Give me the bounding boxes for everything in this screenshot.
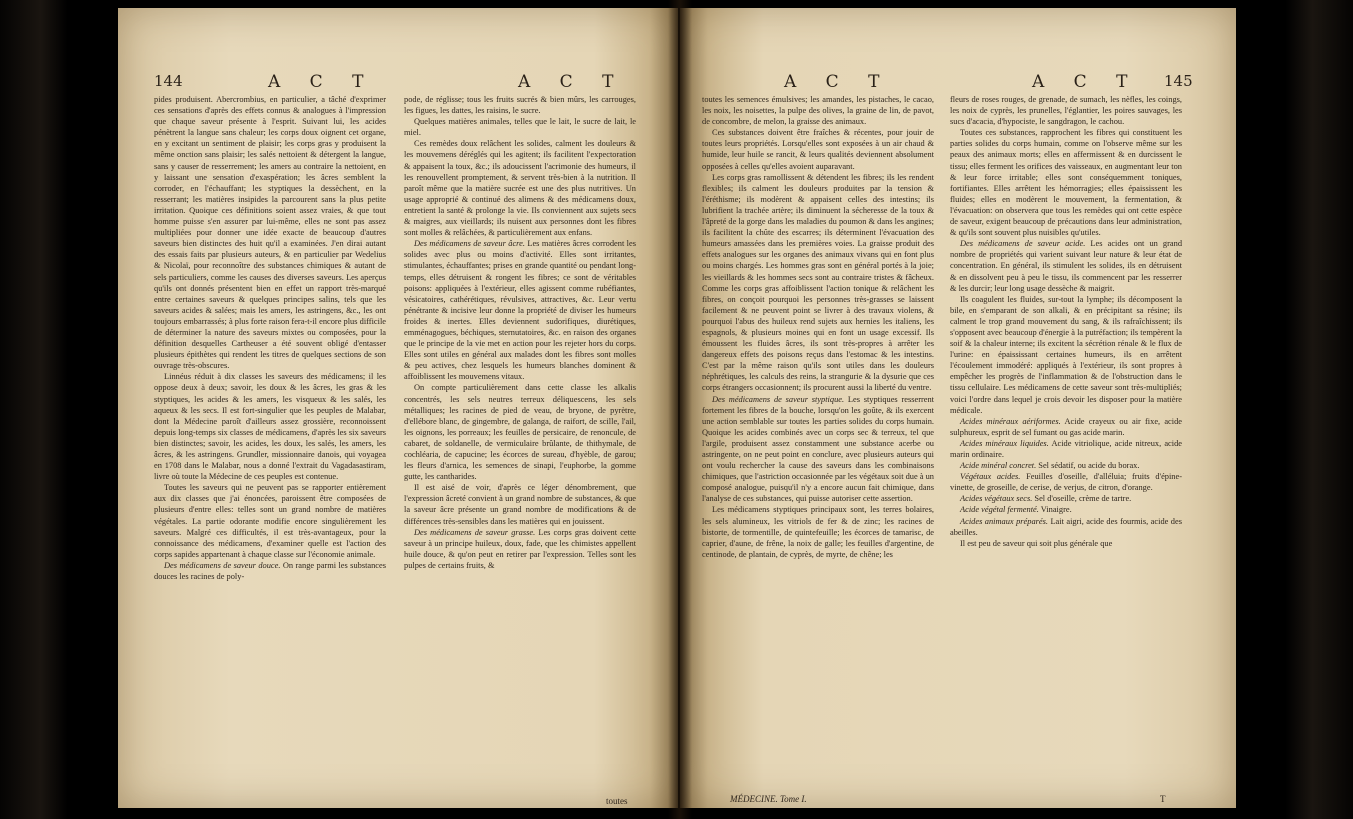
list-text: Acide vitriolique, acide nitreux, acide marin ordinaire. <box>950 438 1182 459</box>
section-heading: Des médicamens de saveur âcre. <box>414 239 525 249</box>
paragraph <box>404 238 636 382</box>
paragraph-text: Les acides ont un grand nombre de propriétés qui varient suivant leur nature & leur état de concentration. En général, ils stimulent les solides, ils en détruisent & en dissolvent peu à peu le tissu, ils commencent par les resserrer & les durcir; leur long usage dessèche & maigrit. <box>950 239 1182 293</box>
paragraph: Il est peu de saveur qui soit plus générale que <box>960 538 1113 548</box>
right-column-1 <box>702 94 934 794</box>
list-text: Acide crayeux ou air fixe, acide sulphureux, esprit de sel fumant ou gas acide marin. <box>950 416 1182 437</box>
left-header <box>118 72 678 94</box>
right-header <box>680 72 1236 94</box>
running-head: A C T <box>1032 72 1140 92</box>
paragraph: Les médicamens styptiques principaux sont, les terres bolaires, les sels alumineux, les vitriols de fer & de zinc; les racines de bistorte, de tormentille, de quintefeuille; les écorces de tamarisc, de caprier, d'aune, de frêne, la noix de galle; les feuilles d'argentine, de centinode, de plantain, de cyprès, de myrte, de chêne; les <box>702 505 934 559</box>
list-label: Acides minéraux liquides. <box>960 438 1049 448</box>
list-label: Acide minéral concret. <box>960 461 1037 471</box>
paragraph: Ces substances doivent être fraîches & récentes, pour jouir de toutes leurs propriétés. Lorsqu'elles sont exposées à un air chaud & humide, leur huile se rancit, & leurs qualités deviennent absolument opposées à celles qu'elles avoient auparavant. <box>702 128 934 171</box>
paragraph <box>702 394 934 505</box>
list-item <box>950 516 1182 538</box>
list-item <box>950 416 1182 438</box>
list-text: Lait aigri, acide des fourmis, acide des abeilles. <box>950 516 1182 537</box>
paragraph-text: Les styptiques resserrent fortement les fibres de la bouche, lorsqu'on les goûte, & ils exercent une action semblable sur toutes les parties solides du corps humain. Quoique les acides combinés avec un corps sec & terreux, tel que l'argile, produisent assez constamment une substance acerbe ou astringente, on ne peut point en conclure, avec plusieurs auteurs qui ont voulu rechercher la cause des saveurs dans les combinaisons chimiques, que l'astriction occasionnée par les végétaux soit due à un composé analogue, puisqu'il n'y a encore aucun fait chimique, dans l'analyse de ces substances, qui puisse autoriser cette assertion. <box>702 394 934 504</box>
paragraph <box>404 527 636 571</box>
running-head: A C T <box>268 72 376 92</box>
section-heading: Des médicamens de saveur styptique. <box>712 394 845 404</box>
paragraph: pode, de réglisse; tous les fruits sucrés & bien mûrs, les carrouges, les figues, les dattes, les raisins, le sucre. <box>404 95 636 116</box>
list-text: Sel d'oseille, crème de tartre. <box>1034 494 1132 504</box>
book-gutter <box>668 0 692 819</box>
running-head: A C T <box>518 72 626 92</box>
page-number: 145 <box>1164 72 1193 90</box>
paragraph: Quelques matières animales, telles que le lait, le sucre de lait, le miel. <box>404 117 636 138</box>
right-column-2 <box>950 94 1182 794</box>
catchword: toutes <box>606 796 628 806</box>
paragraph: Il est aisé de voir, d'après ce léger dénombrement, que l'expression âcreté convient à un grand nombre de substances, & que la saveur âcre présente un grand nombre de modifications & de différences très-sensibles dans les matières qui en jouissent. <box>404 483 636 526</box>
list-label: Acides animaux préparés. <box>960 516 1048 526</box>
section-heading: Des médicamens de saveur douce. <box>164 560 281 570</box>
left-page <box>118 8 678 808</box>
paragraph: fleurs de roses rouges, de grenade, de sumach, les nèfles, les coings, les noix de cyprès, les prunelles, l'églantier, les poires sauvages, les sucs d'acacia, d'hypociste, le sangdragon, le cachou. <box>950 95 1182 127</box>
paragraph: Toutes les saveurs qui ne peuvent pas se rapporter entièrement aux dix classes que j'ai énoncées, paroissent être composées de plusieurs d'entre elles: telles sont un grand nombre de matières végétales. La partie odorante modifie encore singulièrement les saveurs. Malgré ces difficultés, il est très-avantageux, pour la connoissance des médicamens, d'examiner quelle est l'action des corps sapides appartenant à chaque classe sur l'économie animale. <box>154 483 386 559</box>
paragraph <box>950 238 1182 293</box>
list-item <box>950 493 1182 504</box>
paragraph: On compte particulièrement dans cette classe les alkalis concentrés, les sels neutres terreux déliquescens, les sels métalliques; les racines de pied de veau, de bryone, de pyrètre, d'ellébore blanc, de gingembre, de galanga, de raifort, de scille, l'ail, les oignons, les porreaux; les feuilles de persicaire, de renoncule, de cabaret, de soldanelle, de vermiculaire brûlante, de thithymale, de cochléaria, de capucine; les écorces de sureau, d'hyèble, de garou; les fleurs d'arnica, les semences de sinapi, l'euphorbe, la gomme gutte, les cantharides. <box>404 383 636 482</box>
list-label: Acide végétal fermenté. <box>960 505 1039 515</box>
paragraph-text: On range parmi les substances douces les racines de poly- <box>154 560 386 582</box>
list-item <box>950 504 1182 515</box>
list-text: Feuilles d'oseille, d'alléluia; fruits d'épine-vinette, de groseille, de cerise, de verjus, de citron, d'orange. <box>950 472 1182 493</box>
paragraph: toutes les semences émulsives; les amandes, les pistaches, le cacao, les noix, les noisettes, la pulpe des olives, la graine de lin, de pavot, de concombre, de melon, la graisse des animaux. <box>702 95 934 127</box>
paragraph: Ces remèdes doux relâchent les solides, calment les douleurs & les mouvemens déréglés qui les agitent; ils facilitent l'expectoration & appaisent la toux, &c.; ils adoucissent l'acrimonie des humeurs, il les renouvellent promptement, & servent très-bien à la nutrition. Il paroît même que la matière sucrée est une des plus nutritives. Un usage approprié & continué des alimens & des médicamens doux, entretient la santé & prolonge la vie. Ils conviennent aux sujets secs & maigres, aux vieillards; ils nuisent aux personnes dont les fibres sont molles & relâchées, & particulièrement aux enfans. <box>404 139 636 238</box>
signature-mark: T <box>1160 794 1166 804</box>
list-label: Acides végétaux secs. <box>960 494 1033 504</box>
left-column-2 <box>404 94 636 794</box>
list-text: Vinaigre. <box>1040 505 1072 515</box>
list-item <box>950 471 1182 493</box>
running-head: A C T <box>784 72 892 92</box>
paragraph: pides produisent. Abercrombius, en particulier, a tâché d'exprimer ces sensations d'après des effets connus & analogues à l'impression que chaque saveur présente à l'esprit. Suivant lui, les acides pénètrent la langue sans chaleur; les corps doux oignent cet organe, en y excitant un sentiment de plaisir; les corps gras y produisent la même onction sans plaisir; les salés nettoient & détergent la langue, sans y causer de resserrement; les amers au contraire la nettoient, en y laissant une sensation d'exaspération; les âcres semblent la corroder, en l'échauffant; les styptiques la dessèchent, en la resserrant; les matières insipides la parcourent sans la plus petite irritation. Quoique ces définitions soient assez vraies, & que tout homme puisse s'en assurer par lui-même, elles ne sont pas assez multipliées pour donner une idée exacte de beaucoup d'autres saveurs bien distinctes des huit qu'il a examinées. J'en dirai autant des essais faits par plusieurs auteurs, & en particulier par Wedelius & Nicolaï, pour reconnoître des substances chimiques & autant de sels particuliers, comme les causes des diverses saveurs. Les aperçus qu'ils ont donnés présentent bien en effet un rapport très-marqué entre certaines saveurs & quelques principes salins, tels que les saveurs acides & salées; mais les amers, les astringens, &c., les ont toujours embarrassés; à plus forte raison fera-t-il encore plus difficile de déterminer la nature des saveurs mixtes ou composées, pour la définition desquelles Cartheuser a été souvent obligé d'entasser plusieurs épithètes qui rendent les titres de quelques sections de son ouvrage très-obscures. <box>154 95 386 371</box>
page-number: 144 <box>154 72 183 90</box>
left-column-1 <box>154 94 386 794</box>
paragraph: Les corps gras ramollissent & détendent les fibres; ils les rendent flexibles; ils calment les douleurs produites par la tension & l'éréthisme; ils modèrent & appaisent celles des intestins; ils lubrifient la trachée artère; ils diminuent la sécheresse de la toux & l'âpreté de la gorge dans les maladies du poumon & dans les angines; ils facilitent la chûte des escarres; ils déterminent l'évacuation des humeurs amassées dans les premières voies. La graisse produit des effets analogues sur les organes des animaux vivans qui en font plus ou moins chargés. Les hommes gras sont en général portés à la joie; les vieillards & les hommes secs sont au contraire tristes & fâcheux. Comme les corps gras affoiblissent l'action tonique & relâchent les fibres, on conçoit pourquoi les personnes très-grasses se laissent facilement & ne peuvent point se livrer à des travaux violens, & pourquoi l'abus des huileux rend sujets aux hernies les italiens, les espagnols, & plusieurs moines qui en font un usage excessif. Ils émoussent les fluides âcres, ils sont très-propres à arrêter les dangereux effets des poisons reçus dans l'estomac & les intestins. C'est par la même raison qu'ils sont utiles dans les douleurs néphrétiques, les calculs des reins, la strangurie & la dysurie que ces corps étrangers occasionnent; ils procurent aussi la liberté du ventre. <box>702 172 934 393</box>
paragraph: Toutes ces substances, rapprochent les fibres qui constituent les parties solides du corps humain, comme on l'observe même sur les peaux des animaux morts; elles en affermissent & en durcissent le tissu; elles ferment les orifices des vaisseaux, en augmentant leur ton & leur force irritable; elles sont conséquemment toniques, fortifiantes. Elles arrêtent les hémorragies; elles épaississent les fluides; elles en modèrent le mouvement, la fermentation, & l'évacuation: on observera que tous les remèdes qui ont cette espèce de saveur, exigent beaucoup de précautions dans leur administration, & qu'ils sont souvent plus nuisibles qu'utiles. <box>950 128 1182 238</box>
list-item <box>950 460 1182 471</box>
paragraph: Linnéus réduit à dix classes les saveurs des médicamens; il les oppose deux à deux; savoir, les doux & les âcres, les gras & les styptiques, les acides & les amers, les visqueux & les salés, les aqueux & les secs. Il est fort-singulier que les peuples de Malabar, dont la Médecine paroît d'ailleurs assez grossière, reconnoissent depuis long-temps six classes de médicamens, d'après les six saveurs bien distinctes; savoir, les acides, les doux, les salés, les amers, les âcres, & les astringens. Grundler, missionnaire danois, qui voyagea en 1708 dans le Malabar, nous a donné l'extrait du Vagadasastiram, livre où toute la Médecine de ces peuples est contenue. <box>154 372 386 482</box>
list-item <box>950 438 1182 460</box>
paragraph <box>154 560 386 582</box>
list-text: Sel sédatif, ou acide du borax. <box>1038 461 1140 471</box>
section-heading: Des médicamens de saveur grasse. <box>414 527 536 537</box>
paragraph-text: Les matières âcres corrodent les solides avec plus ou moins d'activité. Elles sont irritantes, stimulantes, échauffantes; prises en grande quantité ou pendant long-temps, elles détruisent & rongent les fibres; ce sont de véritables poisons: appliquées à l'extérieur, elles agissent comme rubéfiantes, vésicatoires, cathérétiques, révulsives, attractives, &c. Leur vertu pénétrante & incisive leur donne la propriété de diviser les humeurs froides & inertes. Elles deviennent sudorifiques, diurétiques, emménagogues, béchiques, sternutatoires, &c. en raison des organes que le principe de la vie met en action pour les rejeter hors du corps. Elles sont utiles en général aux malades dont les fibres sont molles & peu actives, chez lesquels les humeurs blanches dominent & affoiblissent les mouvemens vitaux. <box>404 239 636 382</box>
paragraph-text: Les corps gras doivent cette saveur à un principe huileux, doux, fade, que les chimistes appellent huile douce, & qu'on peut en retirer par l'expression. Telles sont les pulpes de certains fruits, & <box>404 527 636 570</box>
right-page <box>680 8 1236 808</box>
section-heading: Des médicamens de saveur acide. <box>960 239 1086 249</box>
list-label: Acides minéraux aériformes. <box>960 416 1061 426</box>
list-label: Végétaux acides. <box>960 472 1021 482</box>
footer-volume: MÉDECINE. Tome I. <box>730 794 807 804</box>
paragraph: Ils coagulent les fluides, sur-tout la lymphe; ils décomposent la bile, en s'emparant de son alkali, & en précipitant sa résine; ils calment le trop grand mouvement du sang, & ils rafraîchissent; ils s'opposent avec beaucoup d'énergie à la putréfaction; ils tempèrent la soif & la chaleur interne; ils excitent la sécrétion rénale & le flux de l'urine: en épaississant certaines humeurs, ils en arrêtent l'écoulement immodéré: appliqués à l'extérieur, ils sont propres à empêcher les progrès de l'inflammation & de l'obstruction dans le tissu cellulaire. Les médicamens de cette saveur sont très-multipliés; voici l'ordre dans lequel je crois devoir les disposer pour la matière médicale. <box>950 294 1182 415</box>
